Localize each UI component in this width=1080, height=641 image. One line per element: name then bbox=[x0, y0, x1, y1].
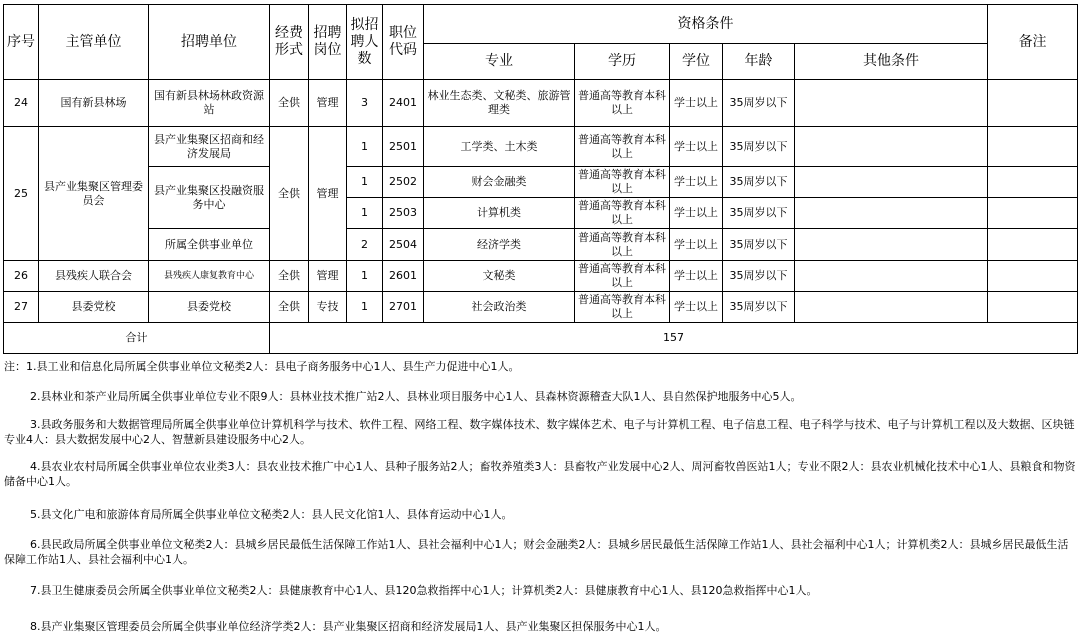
cell-degree: 学士以上 bbox=[670, 127, 723, 167]
cell-degree: 学士以上 bbox=[670, 261, 723, 292]
table-row bbox=[4, 261, 1078, 292]
cell-edu: 普通高等教育本科以上 bbox=[575, 229, 670, 261]
cell-seq: 27 bbox=[4, 292, 39, 323]
cell-count: 1 bbox=[347, 261, 383, 292]
cell-code: 2501 bbox=[383, 127, 424, 167]
header-age: 年龄 bbox=[723, 44, 795, 80]
note-2: 2.县林业和茶产业局所属全供事业单位专业不限9人：县林业技术推广站2人、县林业项目服务中心1人、县森林资源稽查大队1人、县自然保护地服务中心5人。 bbox=[30, 390, 802, 403]
cell-code: 2701 bbox=[383, 292, 424, 323]
cell-major: 计算机类 bbox=[424, 198, 575, 229]
cell-code: 2504 bbox=[383, 229, 424, 261]
cell-post: 专技 bbox=[309, 292, 347, 323]
cell-edu: 普通高等教育本科以上 bbox=[575, 80, 670, 127]
cell-major: 林业生态类、文秘类、旅游管理类 bbox=[424, 80, 575, 127]
cell-degree: 学士以上 bbox=[670, 292, 723, 323]
cell-edu: 普通高等教育本科以上 bbox=[575, 261, 670, 292]
header-degree: 学位 bbox=[670, 44, 723, 80]
cell-count: 1 bbox=[347, 127, 383, 167]
cell-remark bbox=[988, 229, 1078, 261]
cell-unit: 县产业集聚区投融资服务中心 bbox=[149, 167, 270, 229]
header-other: 其他条件 bbox=[795, 44, 988, 80]
recruitment-table bbox=[3, 4, 1078, 354]
total-row bbox=[4, 323, 1078, 354]
note-4: 4.县农业农村局所属全供事业单位农业类3人：县农业技术推广中心1人、县种子服务站2人；畜牧养殖类3人：县畜牧产业发展中心2人、周河畜牧兽医站1人；专业不限2人：县农业机械化技术中心1人、县粮食和物资储备中心1人。 bbox=[4, 460, 1076, 488]
cell-major: 财会金融类 bbox=[424, 167, 575, 198]
cell-seq: 25 bbox=[4, 127, 39, 261]
note-8: 8.县产业集聚区管理委员会所属全供事业单位经济学类2人：县产业集聚区招商和经济发展局1人、县产业集聚区担保服务中心1人。 bbox=[30, 620, 667, 633]
cell-count: 2 bbox=[347, 229, 383, 261]
cell-edu: 普通高等教育本科以上 bbox=[575, 292, 670, 323]
header-major: 专业 bbox=[424, 44, 575, 80]
cell-other bbox=[795, 127, 988, 167]
cell-remark bbox=[988, 198, 1078, 229]
cell-age: 35周岁以下 bbox=[723, 292, 795, 323]
table-row bbox=[4, 292, 1078, 323]
cell-edu: 普通高等教育本科以上 bbox=[575, 127, 670, 167]
cell-unit: 所属全供事业单位 bbox=[149, 229, 270, 261]
header-unit: 招聘单位 bbox=[149, 5, 270, 80]
cell-remark bbox=[988, 292, 1078, 323]
cell-major: 社会政治类 bbox=[424, 292, 575, 323]
cell-fund: 全供 bbox=[270, 261, 309, 292]
cell-seq: 26 bbox=[4, 261, 39, 292]
cell-degree: 学士以上 bbox=[670, 167, 723, 198]
cell-remark bbox=[988, 261, 1078, 292]
note-7: 7.县卫生健康委员会所属全供事业单位文秘类2人：县健康教育中心1人、县120急救指挥中心1人；计算机类2人：县健康教育中心1人、县120急救指挥中心1人。 bbox=[30, 584, 818, 597]
cell-post: 管理 bbox=[309, 80, 347, 127]
cell-seq: 24 bbox=[4, 80, 39, 127]
cell-count: 1 bbox=[347, 167, 383, 198]
cell-degree: 学士以上 bbox=[670, 229, 723, 261]
cell-degree: 学士以上 bbox=[670, 80, 723, 127]
cell-other bbox=[795, 261, 988, 292]
cell-count: 1 bbox=[347, 198, 383, 229]
cell-remark bbox=[988, 80, 1078, 127]
header-fund: 经费形式 bbox=[270, 5, 309, 80]
total-value: 157 bbox=[270, 323, 1078, 354]
header-remark: 备注 bbox=[988, 5, 1078, 80]
header-dept: 主管单位 bbox=[39, 5, 149, 80]
cell-fund: 全供 bbox=[270, 127, 309, 261]
total-label: 合计 bbox=[4, 323, 270, 354]
cell-age: 35周岁以下 bbox=[723, 167, 795, 198]
note-1: 注：1.县工业和信息化局所属全供事业单位文秘类2人：县电子商务服务中心1人、县生产力促进中心1人。 bbox=[4, 360, 520, 373]
cell-edu: 普通高等教育本科以上 bbox=[575, 167, 670, 198]
cell-unit: 县残疾人康复教育中心 bbox=[149, 261, 270, 292]
table-row bbox=[4, 167, 1078, 198]
table-row bbox=[4, 80, 1078, 127]
cell-age: 35周岁以下 bbox=[723, 80, 795, 127]
header-qual: 资格条件 bbox=[424, 5, 988, 44]
cell-dept: 国有新县林场 bbox=[39, 80, 149, 127]
cell-age: 35周岁以下 bbox=[723, 229, 795, 261]
note-6: 6.县民政局所属全供事业单位文秘类2人：县城乡居民最低生活保障工作站1人、县社会福利中心1人；财会金融类2人：县城乡居民最低生活保障工作站1人、县社会福利中心1人；计算机类2人：县城乡居民最低生活保障工作站1人、县社会福利中心1人。 bbox=[4, 538, 1069, 566]
header-count: 拟招聘人数 bbox=[347, 5, 383, 80]
cell-code: 2502 bbox=[383, 167, 424, 198]
cell-other bbox=[795, 167, 988, 198]
cell-code: 2401 bbox=[383, 80, 424, 127]
table-row bbox=[4, 127, 1078, 167]
cell-dept: 县委党校 bbox=[39, 292, 149, 323]
cell-edu: 普通高等教育本科以上 bbox=[575, 198, 670, 229]
header-post: 招聘岗位 bbox=[309, 5, 347, 80]
cell-count: 3 bbox=[347, 80, 383, 127]
cell-other bbox=[795, 229, 988, 261]
cell-unit: 县产业集聚区招商和经济发展局 bbox=[149, 127, 270, 167]
cell-major: 文秘类 bbox=[424, 261, 575, 292]
cell-code: 2503 bbox=[383, 198, 424, 229]
cell-major: 工学类、土木类 bbox=[424, 127, 575, 167]
cell-code: 2601 bbox=[383, 261, 424, 292]
cell-count: 1 bbox=[347, 292, 383, 323]
cell-other bbox=[795, 198, 988, 229]
table-row bbox=[4, 229, 1078, 261]
note-3: 3.县政务服务和大数据管理局所属全供事业单位计算机科学与技术、软件工程、网络工程、数字媒体技术、数字媒体艺术、电子与计算机工程、电子信息工程、电子科学与技术、电子与计算机工程以及大数据、区块链专业4人：县大数据发展中心2人、智慧新县建设服务中心2人。 bbox=[4, 418, 1075, 446]
cell-degree: 学士以上 bbox=[670, 198, 723, 229]
cell-post: 管理 bbox=[309, 261, 347, 292]
cell-fund: 全供 bbox=[270, 80, 309, 127]
cell-age: 35周岁以下 bbox=[723, 198, 795, 229]
cell-dept: 县残疾人联合会 bbox=[39, 261, 149, 292]
cell-other bbox=[795, 80, 988, 127]
cell-post: 管理 bbox=[309, 127, 347, 261]
header-edu: 学历 bbox=[575, 44, 670, 80]
cell-fund: 全供 bbox=[270, 292, 309, 323]
cell-unit: 县委党校 bbox=[149, 292, 270, 323]
header-seq: 序号 bbox=[4, 5, 39, 80]
note-5: 5.县文化广电和旅游体育局所属全供事业单位文秘类2人：县人民文化馆1人、县体育运动中心1人。 bbox=[30, 508, 513, 521]
cell-other bbox=[795, 292, 988, 323]
cell-major: 经济学类 bbox=[424, 229, 575, 261]
cell-dept: 县产业集聚区管理委员会 bbox=[39, 127, 149, 261]
cell-age: 35周岁以下 bbox=[723, 261, 795, 292]
cell-remark bbox=[988, 127, 1078, 167]
cell-unit: 国有新县林场林政资源站 bbox=[149, 80, 270, 127]
cell-age: 35周岁以下 bbox=[723, 127, 795, 167]
header-code: 职位代码 bbox=[383, 5, 424, 80]
cell-remark bbox=[988, 167, 1078, 198]
